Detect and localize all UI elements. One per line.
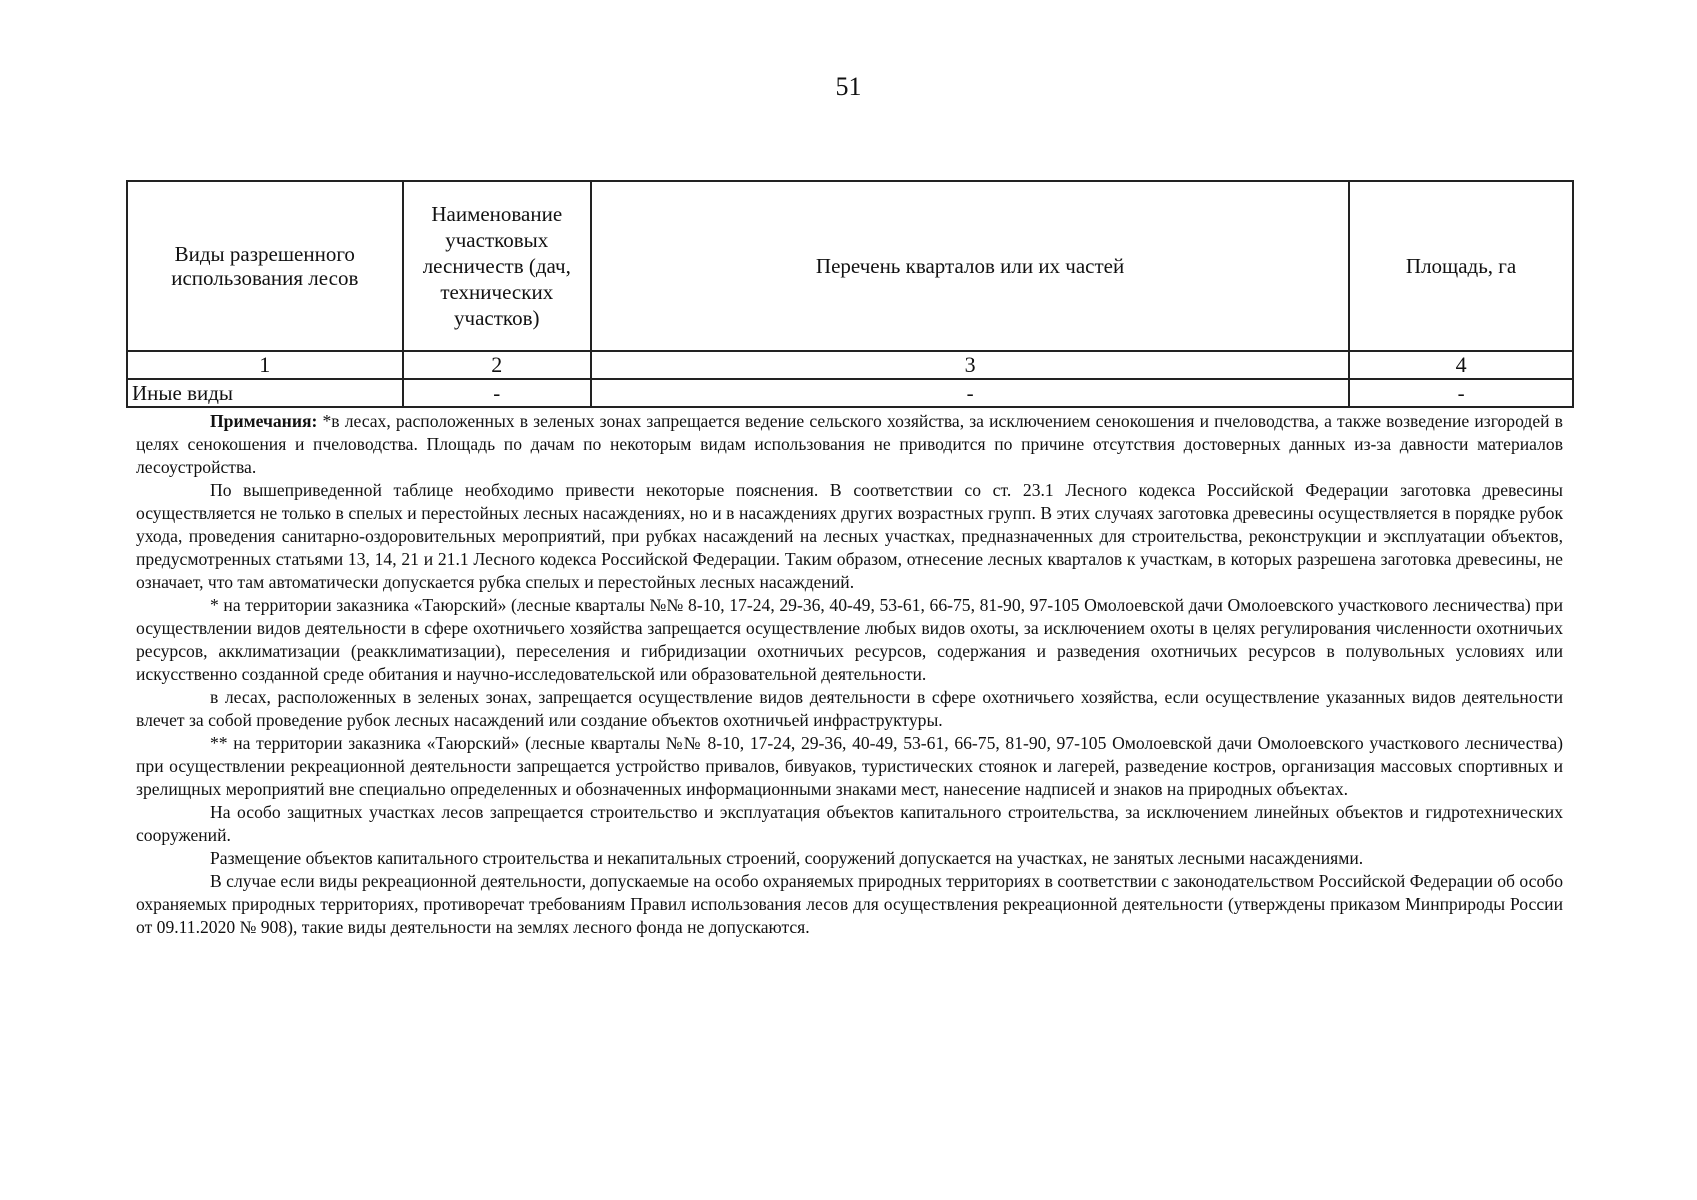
note-paragraph: На особо защитных участках лесов запрещается строительство и эксплуатация объектов капитального строительства, за исключением линейных объектов и гидротехнических сооружений. (136, 802, 1563, 845)
column-number: 3 (591, 351, 1349, 379)
table-cell: - (403, 379, 591, 407)
note-paragraph: * на территории заказника «Таюрский» (лесные кварталы №№ 8-10, 17-24, 29-36, 40-49, 53-61, 66-75, 81-90, 97-105 Омолоевской дачи Омолоевского участкового лесничества) при осуществлении видов деятельности в сфере охотничьего хозяйства запрещается осуществление любых видов охоты, за исключением охоты в целях регулирования численности охотничьих ресурсов, акклиматизации (реакклиматизации), переселения и гибридизации охотничьих ресурсов, содержания и разведения охотничьих ресурсов в полувольных условиях или искусственно созданной среде обитания и научно-исследовательской или образовательной деятельности. (136, 595, 1563, 684)
header-cell-use-type: Виды разрешенного использования лесов (127, 181, 403, 351)
header-cell-forestry-name: Наименование участковых лесничеств (дач, технических участков) (403, 181, 591, 351)
column-number: 4 (1349, 351, 1573, 379)
note-paragraph: В случае если виды рекреационной деятельности, допускаемые на особо охраняемых природных территориях в соответствии с законодательством Российской Федерации об особо охраняемых природных территориях, противоречат требованиям Правил использования лесов для осуществления рекреационной деятельности (утверждены приказом Минприроды России от 09.11.2020 № 908), такие виды деятельности на землях лесного фонда не допускаются. (136, 871, 1563, 937)
column-number-row (127, 351, 1573, 379)
note-paragraph: Размещение объектов капитального строительства и некапитальных строений, сооружений допускается на участках, не занятых лесными насаждениями. (210, 848, 1364, 868)
table-cell: - (591, 379, 1349, 407)
column-number: 1 (127, 351, 403, 379)
header-cell-area: Площадь, га (1349, 181, 1573, 351)
notes-section (136, 410, 1563, 939)
table-header-row (127, 181, 1573, 351)
table-cell: Иные виды (127, 379, 403, 407)
column-number: 2 (403, 351, 591, 379)
forest-use-table (126, 180, 1574, 408)
header-cell-quarters-list: Перечень кварталов или их частей (591, 181, 1349, 351)
page-number: 51 (835, 72, 862, 101)
note-paragraph (136, 410, 1563, 479)
notes-label: Примечания: (210, 411, 318, 431)
table-cell: - (1349, 379, 1573, 407)
note-paragraph: По вышеприведенной таблице необходимо привести некоторые пояснения. В соответствии со ст. 23.1 Лесного кодекса Российской Федерации заготовка древесины осуществляется не только в спелых и перестойных лесных насаждениях, но и в насаждениях других возрастных групп. В этих случаях заготовка древесины осуществляется в порядке рубок ухода, проведения санитарно-оздоровительных мероприятий, при рубках насаждений на лесных участках, предназначенных для строительства, реконструкции и эксплуатации объектов, предусмотренных статьями 13, 14, 21 и 21.1 Лесного кодекса Российской Федерации. Таким образом, отнесение лесных кварталов к участкам, в которых разрешена заготовка древесины, не означает, что там автоматически допускается рубка спелых и перестойных лесных насаждений. (136, 480, 1563, 592)
note-text: *в лесах, расположенных в зеленых зонах запрещается ведение сельского хозяйства, за исключением сенокошения и пчеловодства, а также возведение изгородей в целях сенокошения и пчеловодства. Площадь по дачам по некоторым видам использования не приводится по причине отсутствия достоверных данных из-за давности материалов лесоустройства. (136, 411, 1563, 477)
table-row (127, 379, 1573, 407)
note-paragraph: ** на территории заказника «Таюрский» (лесные кварталы №№ 8-10, 17-24, 29-36, 40-49, 53-61, 66-75, 81-90, 97-105 Омолоевской дачи Омолоевского участкового лесничества) при осуществлении рекреационной деятельности запрещается устройство привалов, бивуаков, туристических стоянок и лагерей, разведение костров, организация массовых спортивных и зрелищных мероприятий вне специально определенных и обозначенных информационными знаками мест, нанесение надписей и знаков на природных объектах. (136, 733, 1563, 799)
note-paragraph: в лесах, расположенных в зеленых зонах, запрещается осуществление видов деятельности в сфере охотничьего хозяйства, если осуществление указанных видов деятельности влечет за собой проведение рубок лесных насаждений или создание объектов охотничьей инфраструктуры. (136, 687, 1563, 730)
